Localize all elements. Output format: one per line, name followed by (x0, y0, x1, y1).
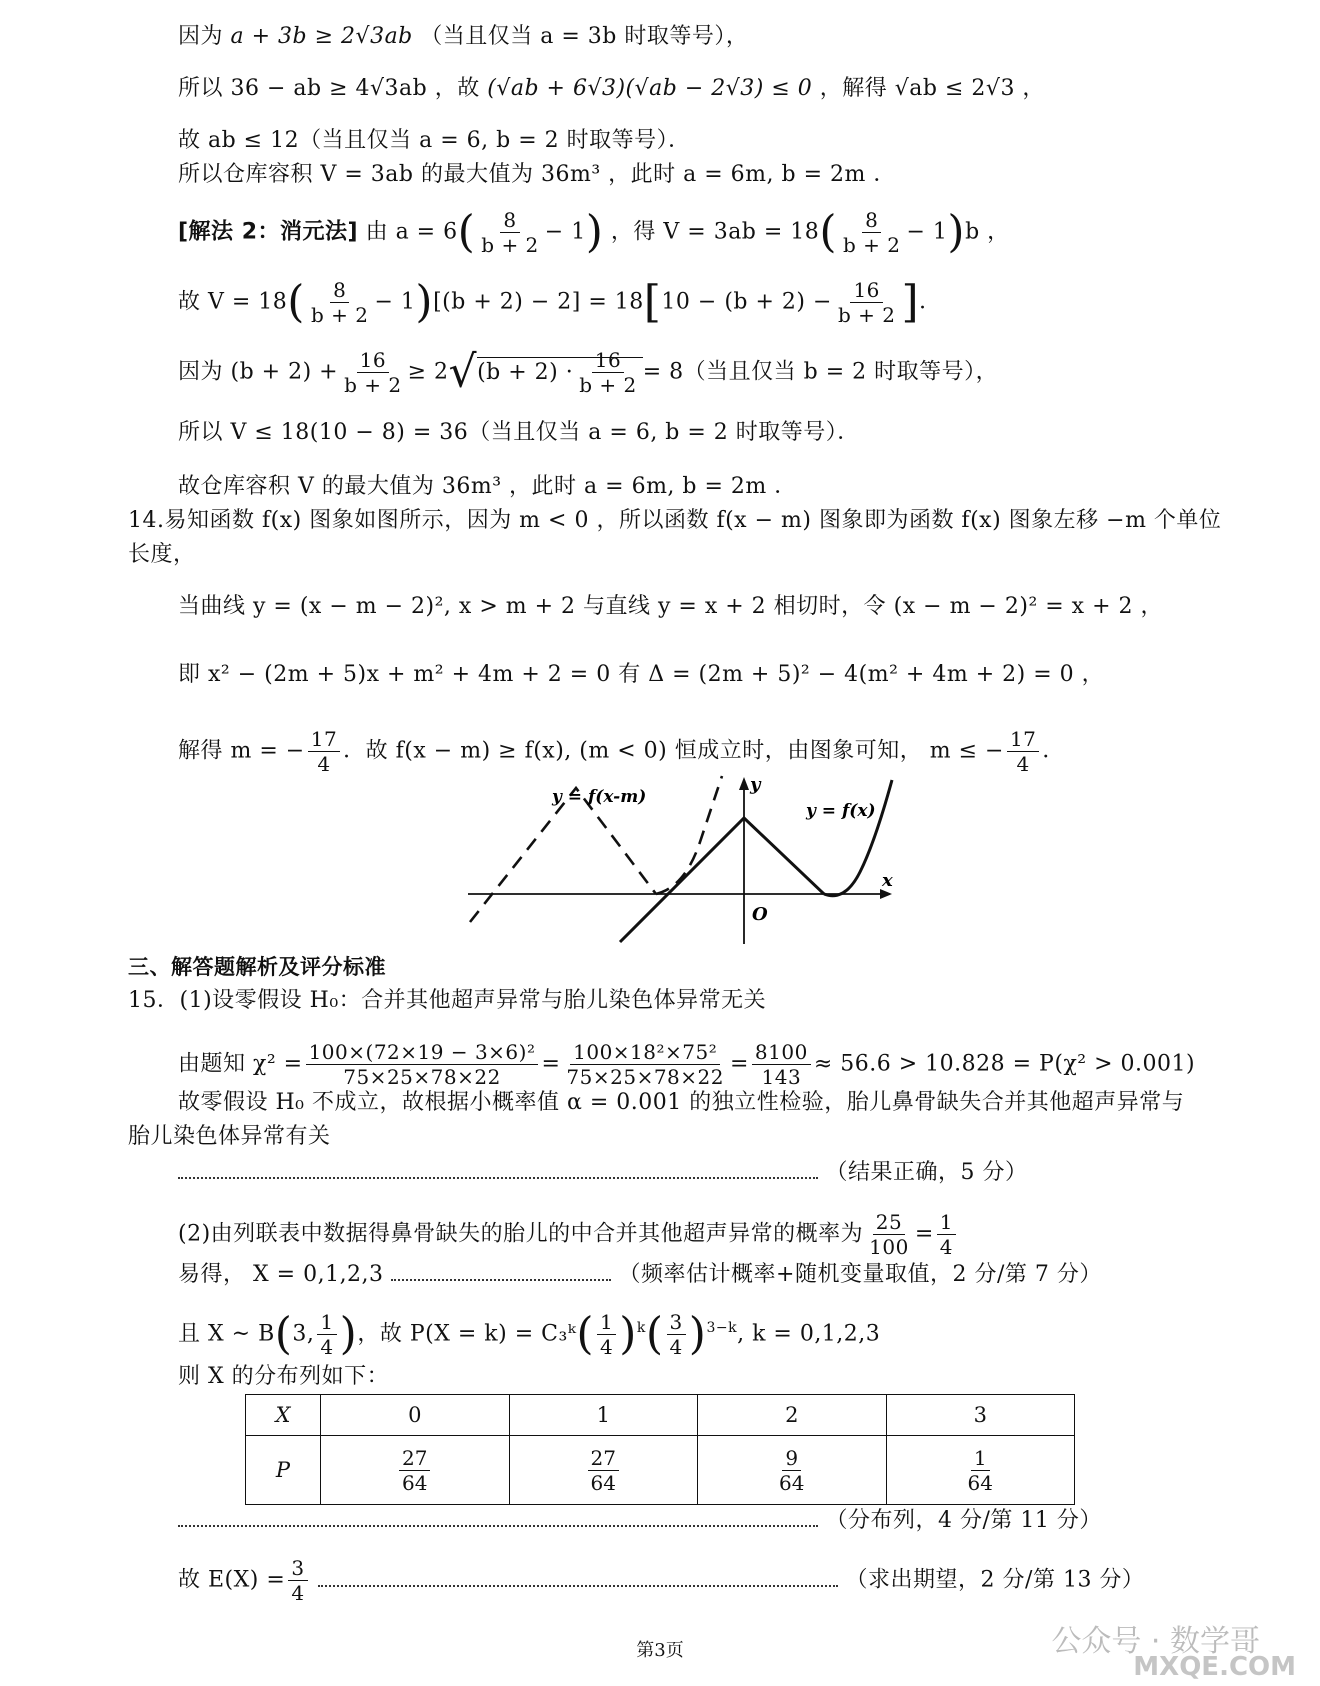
text: ，解得 √ab ≤ 2√3 ， (819, 76, 1045, 101)
numerator: 1 (597, 1310, 616, 1335)
line-21 (178, 1260, 1102, 1290)
table-cell (698, 1436, 887, 1505)
numerator: 8 (862, 208, 881, 233)
numerator: 8 (330, 278, 349, 303)
watermark-site: MXQE.COM (1133, 1652, 1296, 1682)
denominator: 4 (317, 752, 331, 776)
denominator: 100 (869, 1235, 909, 1259)
text: = (729, 1051, 749, 1077)
line-6: 故 V = 18( $\frac{8}{b + 2}$ − 1)[(b + 2) − 2] = 18[10 − (b + 2) − $\frac{16}{b + 2}$ ]． (178, 276, 942, 328)
label-origin: O (752, 904, 768, 925)
table-cell: 3 (886, 1395, 1075, 1436)
dot-leader (178, 1171, 818, 1179)
line-5: [解法 2：消元法] 由 a = 6( $\frac{8}{b + 2}$ − 1) ，得 V = 3ab = 18( $\frac{8}{b + 2}$ − 1)b ， (178, 206, 1010, 258)
denominator: 64 (967, 1470, 993, 1495)
denominator: 75×25×78×22 (343, 1065, 501, 1089)
text: 因为 (b + 2) + (178, 359, 339, 385)
text: = (541, 1051, 561, 1077)
line-9: 故仓库容积 V 的最大值为 36m³ ，此时 a = 6m, b = 2m ． (178, 474, 797, 499)
score-note: （求出期望，2 分/第 13 分） (845, 1567, 1145, 1593)
page-number: 第3页 (636, 1640, 684, 1661)
numerator: 8100 (752, 1040, 811, 1065)
text: ． (919, 289, 942, 315)
text: 由 a = 6 (365, 219, 458, 245)
line-22: 且 X ~ B(3, $\frac{1}{4}$ )，故 P(X = k) = C₃ᵏ( $\frac{1}{4}$ )$^k$( $\frac{3}{4}$ )$^{3-k}$, k = 0,1,2,3 (178, 1308, 881, 1360)
formula: (√ab + 6√3)(√ab − 2√3) ≤ 0 (487, 76, 813, 101)
numerator: 27 (588, 1446, 619, 1471)
table-cell: X (246, 1395, 321, 1436)
numerator: 27 (399, 1446, 430, 1471)
line-8: 所以 V ≤ 18(10 − 8) = 36（当且仅当 a = 6, b = 2 时取等号）． (178, 420, 860, 445)
text: = 8（当且仅当 b = 2 时取等号）， (642, 359, 999, 385)
text: ，故 P(X = k) = C₃ᵏ (357, 1321, 577, 1347)
line-16 (178, 1040, 1195, 1089)
distribution-table (245, 1394, 1075, 1505)
table-cell: P (246, 1436, 321, 1505)
text: 由题知 χ² = (178, 1051, 303, 1077)
table-row (246, 1395, 1075, 1436)
line-15: 15．(1)设零假设 H₀：合并其他超声异常与胎儿染色体异常无关 (128, 988, 767, 1013)
text: 解得 m = − (178, 738, 305, 764)
dot-leader (391, 1273, 611, 1281)
label-y: y (750, 774, 761, 795)
numerator: 9 (782, 1446, 801, 1471)
text: 因为 (178, 24, 224, 49)
numerator: 8 (500, 208, 519, 233)
denominator: 4 (599, 1335, 614, 1359)
table-cell (509, 1436, 698, 1505)
text: （当且仅当 a = 3b 时取等号）， (420, 24, 749, 49)
denominator: 4 (320, 1335, 334, 1359)
line-7: 因为 (b + 2) + $\frac{16}{b + 2}$ ≥ 2√(b + 2) · $\frac{16}{b + 2}$ = 8（当且仅当 b = 2 时取等号）， (178, 346, 999, 398)
numerator: 17 (1007, 727, 1039, 752)
line-14 (178, 727, 1065, 776)
numerator: 16 (357, 348, 389, 373)
curve-shifted-parabola (656, 776, 722, 894)
numerator: 1 (971, 1446, 990, 1471)
denominator: 64 (590, 1470, 616, 1495)
text: 故 V = 18 (178, 289, 288, 315)
text: ． (1042, 738, 1065, 764)
text: ≥ 2 (407, 359, 449, 385)
text: ．故 f(x − m) ≥ f(x), (m < 0) 恒成立时，由图象可知， m ≤ − (343, 738, 1004, 764)
score-note: （结果正确，5 分） (825, 1160, 1028, 1185)
label-x: x (882, 870, 893, 891)
text: ，得 V = 3ab = 18 (610, 219, 820, 245)
score-note: （频率估计概率+随机变量取值，2 分/第 7 分） (618, 1262, 1102, 1287)
numerator: 25 (873, 1210, 905, 1235)
text: [(b + 2) − 2] = 18 (433, 289, 644, 315)
line-18: 胎儿染色体异常有关 (128, 1124, 331, 1149)
denominator: 4 (939, 1235, 954, 1259)
text: 易得， X = 0,1,2,3 (178, 1262, 384, 1287)
dot-leader (318, 1579, 838, 1587)
text: − 1 (544, 219, 586, 245)
denominator: 64 (779, 1470, 805, 1495)
exponent: k (636, 1320, 646, 1337)
numerator: 100×18²×75² (570, 1040, 720, 1065)
line-2 (178, 74, 1045, 104)
denominator: 4 (1016, 752, 1030, 776)
text: b ， (965, 219, 1010, 245)
denominator: b + 2 (579, 373, 637, 397)
denominator: 64 (402, 1470, 428, 1495)
function-graph (460, 772, 900, 947)
label-shifted: y = f(x-m) (552, 787, 647, 807)
line-13: 即 x² − (2m + 5)x + m² + 4m + 2 = 0 有 Δ = (2m + 5)² − 4(m² + 4m + 2) = 0 ， (178, 662, 1105, 687)
denominator: b + 2 (842, 233, 901, 257)
watermark: 公众号 · 数学哥 (1051, 1624, 1260, 1659)
table-cell (321, 1436, 510, 1505)
table-cell: 2 (698, 1395, 887, 1436)
numerator: 1 (937, 1210, 956, 1235)
text: (2)由列联表中数据得鼻骨缺失的胎儿的中合并其他超声异常的概率为 (178, 1221, 864, 1247)
numerator: 16 (850, 278, 882, 303)
line-11: 长度， (128, 542, 196, 567)
table-cell: 1 (509, 1395, 698, 1436)
section-heading: 三、解答题解析及评分标准 (128, 955, 386, 979)
text: ≈ 56.6 > 10.828 = P(χ² > 0.001) (813, 1051, 1196, 1077)
denominator: 4 (291, 1581, 305, 1605)
line-19 (178, 1158, 1028, 1188)
denominator: 143 (761, 1065, 802, 1089)
numerator: 17 (308, 727, 340, 752)
formula: a + 3b ≥ 2√3ab (230, 24, 413, 49)
text: (b + 2) · (477, 359, 574, 385)
numerator: 16 (592, 348, 624, 373)
line-3: 故 ab ≤ 12（当且仅当 a = 6, b = 2 时取等号）． (178, 128, 691, 153)
y-axis-arrow (739, 777, 749, 790)
denominator: b + 2 (310, 303, 369, 327)
line-24 (178, 1506, 1102, 1536)
denominator: 4 (669, 1335, 683, 1359)
table-cell (886, 1436, 1075, 1505)
curve-f (620, 818, 824, 942)
curve-shifted (470, 788, 656, 922)
text: , k = 0,1,2,3 (737, 1321, 881, 1347)
text: − 1 (374, 289, 416, 315)
label-f: y = f(x) (806, 801, 876, 821)
line-1 (178, 22, 748, 52)
denominator: b + 2 (344, 373, 402, 397)
text: 3, (292, 1321, 315, 1347)
line-4: 所以仓库容积 V = 3ab 的最大值为 36m³ ，此时 a = 6m, b = 2m ． (178, 162, 896, 187)
text: 且 X ~ B (178, 1321, 275, 1347)
numerator: 3 (288, 1556, 307, 1581)
numerator: 1 (317, 1310, 336, 1335)
numerator: 3 (667, 1310, 686, 1335)
table-row (246, 1436, 1075, 1505)
line-12: 当曲线 y = (x − m − 2)², x > m + 2 与直线 y = x + 2 相切时，令 (x − m − 2)² = x + 2 ， (178, 594, 1163, 619)
text: 所以 36 − ab ≥ 4√3ab ，故 (178, 76, 480, 101)
text: 10 − (b + 2) − (661, 289, 832, 315)
score-note: （分布列，4 分/第 11 分） (825, 1508, 1102, 1533)
text: 故 E(X) = (178, 1567, 286, 1593)
denominator: b + 2 (481, 233, 539, 257)
method-tag: [解法 2：消元法] (178, 219, 359, 245)
exponent: 3−k (706, 1320, 738, 1337)
denominator: 75×25×78×22 (566, 1065, 724, 1089)
line-10: 14.易知函数 f(x) 图象如图所示，因为 m < 0 ，所以函数 f(x − m) 图象即为函数 f(x) 图象左移 −m 个单位 (128, 508, 1222, 533)
text: − 1 (906, 219, 948, 245)
line-17: 故零假设 H₀ 不成立，故根据小概率值 α = 0.001 的独立性检验，胎儿鼻骨缺失合并其他超声异常与 (178, 1090, 1185, 1115)
numerator: 100×(72×19 − 3×6)² (306, 1040, 539, 1065)
table-cell: 0 (321, 1395, 510, 1436)
line-20: (2)由列联表中数据得鼻骨缺失的胎儿的中合并其他超声异常的概率为 $\frac{25}{100}$ = $\frac{1}{4}$ (178, 1210, 959, 1259)
denominator: b + 2 (837, 303, 896, 327)
line-23: 则 X 的分布列如下： (178, 1364, 390, 1389)
dot-leader (178, 1519, 818, 1527)
line-25 (178, 1556, 1144, 1605)
